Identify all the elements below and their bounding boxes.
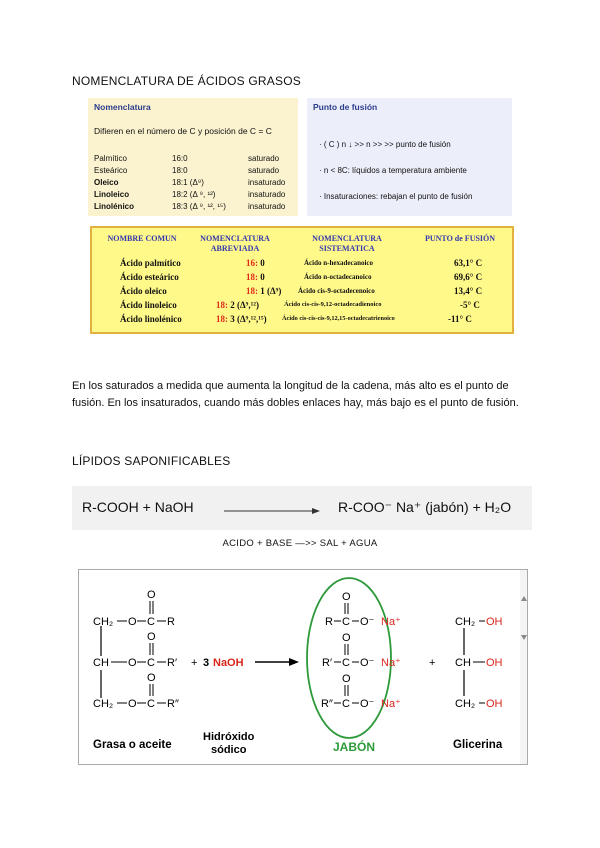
panel-title: Punto de fusión <box>313 102 378 112</box>
table-cell-name: Ácido linoleico <box>120 300 177 310</box>
oxygen-label: O <box>128 616 137 628</box>
plus-sign: + <box>429 657 436 669</box>
table-cell-mp: -5° C <box>460 300 480 310</box>
carbon-label: C <box>147 698 155 710</box>
table-cell-name: Ácido linolénico <box>120 314 182 324</box>
table-header: NOMENCLATURA ABREVIADA <box>200 234 270 253</box>
oxide-label: O⁻ <box>360 698 375 710</box>
oxygen-label: O <box>342 591 351 603</box>
melting-point-note: · ( C ) n ↓ >> n >> >> punto de fusión <box>319 140 451 149</box>
melting-point-panel <box>307 98 512 216</box>
table-cell-mp: 69,6° C <box>454 272 483 282</box>
abbr-rest: 0 <box>258 272 265 282</box>
hydroxyl-label: OH <box>486 657 503 669</box>
soap-structures <box>321 591 401 710</box>
label-hydroxide: Hidróxido <box>203 731 255 743</box>
melting-point-note: · Insaturaciones: rebajan el punto de fusión <box>319 192 473 201</box>
table-header: NOMBRE COMUN <box>107 234 177 243</box>
triglyceride-structure <box>93 589 179 710</box>
panel-intro: Difieren en el número de C y posición de C = C <box>94 126 272 136</box>
oxide-label: O⁻ <box>360 616 375 628</box>
sodium-label: Na⁺ <box>381 616 401 628</box>
acid-base-summary: ACIDO + BASE —>> SAL + AGUA <box>222 538 378 549</box>
oxygen-label: O <box>147 672 156 684</box>
oxide-label: O⁻ <box>360 657 375 669</box>
carbon-label: C <box>342 657 350 669</box>
carbon-label: C <box>147 616 155 628</box>
melting-point-note: · n < 8C: líquidos a temperatura ambiente <box>319 166 467 175</box>
carbon-label: C <box>342 616 350 628</box>
acid-name: Oleico <box>94 178 119 187</box>
table-header: PUNTO de FUSIÓN <box>424 234 496 243</box>
abbr-number: 18: <box>216 314 228 324</box>
oxygen-label: O <box>147 631 156 643</box>
soap-r-group: R″ <box>321 698 333 710</box>
acid-type: saturado <box>248 166 280 175</box>
acid-code: 18:0 <box>172 166 188 175</box>
reaction-arrow-icon <box>289 658 299 666</box>
abbr-number: 18: <box>216 300 228 310</box>
acid-name: Linolénico <box>94 202 134 211</box>
reaction-equation <box>72 486 532 530</box>
equation-reactants: R-COOH + NaOH <box>82 499 194 515</box>
acid-type: insaturado <box>248 178 286 187</box>
acid-name: Palmítico <box>94 154 127 163</box>
ch-label: CH <box>455 657 471 669</box>
carbon-label: C <box>342 698 350 710</box>
hydroxyl-label: OH <box>486 616 503 628</box>
table-cell-mp: 63,1° C <box>454 258 483 268</box>
melting-point-paragraph: En los saturados a medida que aumenta la longitud de la cadena, más alto es el punto de fusión. En los insaturados, cuando más dobles enlaces hay, más bajo es el punto de fusión. <box>72 380 519 409</box>
sodium-label: Na⁺ <box>381 698 401 710</box>
label-soap: JABÓN <box>333 740 376 754</box>
table-cell-abbr <box>216 314 267 324</box>
acid-name: Linoleico <box>94 190 130 199</box>
soap-r-group: R <box>325 616 333 628</box>
label-hydroxide-2: sódico <box>211 744 247 756</box>
table-cell-abbr <box>216 300 259 310</box>
table-header: NOMENCLATURA SISTEMATICA <box>312 234 382 253</box>
acid-name: Esteárico <box>94 166 128 175</box>
naoh-label: NaOH <box>213 657 244 669</box>
saponification-svg <box>79 570 528 765</box>
acid-code: 18:3 (Δ ⁹, ¹², ¹⁵) <box>172 202 226 211</box>
heading-saponificables: LÍPIDOS SAPONIFICABLES <box>72 454 231 468</box>
ch2-label: CH₂ <box>93 616 114 628</box>
table-cell-sys: Ácido cis-cis-cis-9,12,15-octadecatrienoico <box>282 315 395 322</box>
table-cell-sys: Ácido cis-9-octadecenoico <box>298 287 375 295</box>
abbr-rest: 2 (Δ⁹,¹²) <box>228 300 259 310</box>
table-cell-sys: Ácido n-hexadecanoico <box>304 259 374 267</box>
oxygen-label: O <box>128 657 137 669</box>
abbr-rest: 1 (Δ⁹) <box>258 286 282 296</box>
r-group: R <box>167 616 175 628</box>
table-cell-sys: Ácido cis-cis-9,12-octadecadienoico <box>284 301 382 308</box>
abbr-rest: 3 (Δ⁹,¹²,¹⁵) <box>228 314 267 324</box>
table-cell-abbr <box>246 258 265 268</box>
acid-type: insaturado <box>248 190 286 199</box>
oxygen-label: O <box>342 673 351 685</box>
ch2-label: CH₂ <box>93 698 114 710</box>
abbr-number: 18: <box>246 286 258 296</box>
r-group: R″ <box>167 698 179 710</box>
glycerin-structure <box>455 616 503 710</box>
acid-code: 18:1 (Δ⁹) <box>172 178 204 187</box>
acid-type: saturado <box>248 154 280 163</box>
oxygen-label: O <box>147 589 156 601</box>
ch2-label: CH₂ <box>455 698 476 710</box>
nomenclature-panel <box>88 98 298 216</box>
table-cell-name: Ácido esteárico <box>120 272 179 282</box>
carbon-label: C <box>147 657 155 669</box>
r-group: R′ <box>167 657 178 669</box>
label-fat: Grasa o aceite <box>93 739 172 751</box>
plus-sign: + <box>191 657 198 669</box>
soap-r-group: R′ <box>322 657 333 669</box>
acid-type: insaturado <box>248 202 286 211</box>
abbr-rest: 0 <box>258 258 265 268</box>
sodium-label: Na⁺ <box>381 657 401 669</box>
abbr-number: 16: <box>246 258 258 268</box>
equation-products: R-COO⁻ Na⁺ (jabón) + H₂O <box>338 499 512 515</box>
oxygen-label: O <box>128 698 137 710</box>
panel-title: Nomenclatura <box>94 102 151 112</box>
table-cell-abbr <box>246 286 281 296</box>
saponification-diagram <box>78 569 528 765</box>
acid-code: 18:2 (Δ ⁹, ¹²) <box>172 190 216 199</box>
fatty-acid-table <box>90 226 514 334</box>
acid-code: 16:0 <box>172 154 188 163</box>
ch2-label: CH₂ <box>455 616 476 628</box>
table-cell-mp: 13,4° C <box>454 286 483 296</box>
table-cell-name: Ácido palmítico <box>120 258 181 268</box>
heading-nomenclatura: NOMENCLATURA DE ÁCIDOS GRASOS <box>72 74 301 88</box>
naoh-coefficient: 3 <box>203 657 210 669</box>
ch-label: CH <box>93 657 109 669</box>
reaction-arrow-icon <box>222 506 322 516</box>
table-cell-name: Ácido oleico <box>120 286 167 296</box>
oxygen-label: O <box>342 632 351 644</box>
hydroxyl-label: OH <box>486 698 503 710</box>
table-cell-mp: -11° C <box>448 314 472 324</box>
label-glycerin: Glicerina <box>453 739 503 751</box>
abbr-number: 18: <box>246 272 258 282</box>
table-cell-sys: Ácido n-octadecanoico <box>304 273 372 281</box>
table-cell-abbr <box>246 272 265 282</box>
